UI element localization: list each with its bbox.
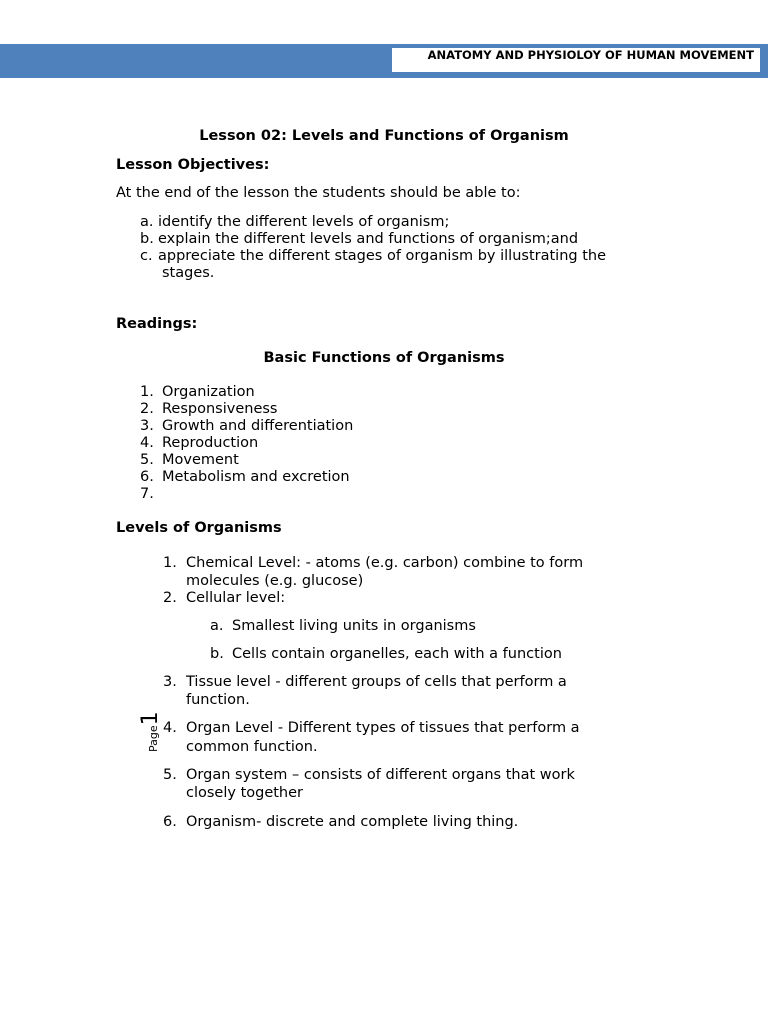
list-item: Smallest living units in organisms xyxy=(232,618,476,634)
list-marker: 3. xyxy=(163,674,177,690)
list-marker: 6. xyxy=(163,814,177,830)
page-number-label xyxy=(138,712,178,752)
list-item: Organization xyxy=(162,384,255,400)
list-marker: b. xyxy=(140,231,154,247)
lesson-title: Lesson 02: Levels and Functions of Organism xyxy=(199,128,569,144)
list-item: appreciate the different stages of organism by illustrating the xyxy=(158,248,606,264)
list-item: Movement xyxy=(162,452,239,468)
list-marker: 4. xyxy=(163,720,177,736)
list-marker: 5. xyxy=(163,767,177,783)
list-item: Metabolism and excretion xyxy=(162,469,350,485)
levels-heading: Levels of Organisms xyxy=(116,520,282,536)
list-marker: 3. xyxy=(140,418,154,434)
list-marker: 2. xyxy=(163,590,177,606)
list-marker: a. xyxy=(140,214,154,230)
list-item-continuation: molecules (e.g. glucose) xyxy=(186,573,364,589)
list-marker: 4. xyxy=(140,435,154,451)
list-marker: 1. xyxy=(163,555,177,571)
list-item: Chemical Level: - atoms (e.g. carbon) combine to form xyxy=(186,555,584,571)
list-item: identify the different levels of organism; xyxy=(158,214,450,230)
list-item-continuation: closely together xyxy=(186,785,304,801)
objectives-heading: Lesson Objectives: xyxy=(116,157,270,173)
list-marker: 5. xyxy=(140,452,154,468)
list-marker: 7. xyxy=(140,486,154,502)
list-item: explain the different levels and functions of organism;and xyxy=(158,231,579,247)
list-marker: b. xyxy=(210,646,224,662)
list-item: Organism- discrete and complete living thing. xyxy=(186,814,519,830)
objectives-intro: At the end of the lesson the students should be able to: xyxy=(116,185,521,201)
list-item: Responsiveness xyxy=(162,401,278,417)
page-word: Page xyxy=(147,725,160,752)
list-item-continuation: common function. xyxy=(186,739,318,755)
list-marker: 1. xyxy=(140,384,154,400)
list-item: Growth and differentiation xyxy=(162,418,354,434)
list-item: Organ system – consists of different organs that work xyxy=(186,767,575,783)
list-item: Organ Level - Different types of tissues that perform a xyxy=(186,720,580,736)
list-marker: 6. xyxy=(140,469,154,485)
list-item: Tissue level - different groups of cells that perform a xyxy=(186,674,567,690)
functions-title: Basic Functions of Organisms xyxy=(263,350,505,366)
list-marker: 2. xyxy=(140,401,154,417)
list-item: Cells contain organelles, each with a function xyxy=(232,646,562,662)
list-item-continuation: function. xyxy=(186,692,250,708)
readings-heading: Readings: xyxy=(116,316,198,332)
list-marker: c. xyxy=(140,248,153,264)
list-marker: a. xyxy=(210,618,224,634)
list-item: Reproduction xyxy=(162,435,259,451)
list-item-continuation: stages. xyxy=(162,265,215,281)
course-title: ANATOMY AND PHYSIOLOY OF HUMAN MOVEMENT xyxy=(392,48,760,72)
list-item: Cellular level: xyxy=(186,590,286,606)
page-number: 1 xyxy=(138,711,163,726)
